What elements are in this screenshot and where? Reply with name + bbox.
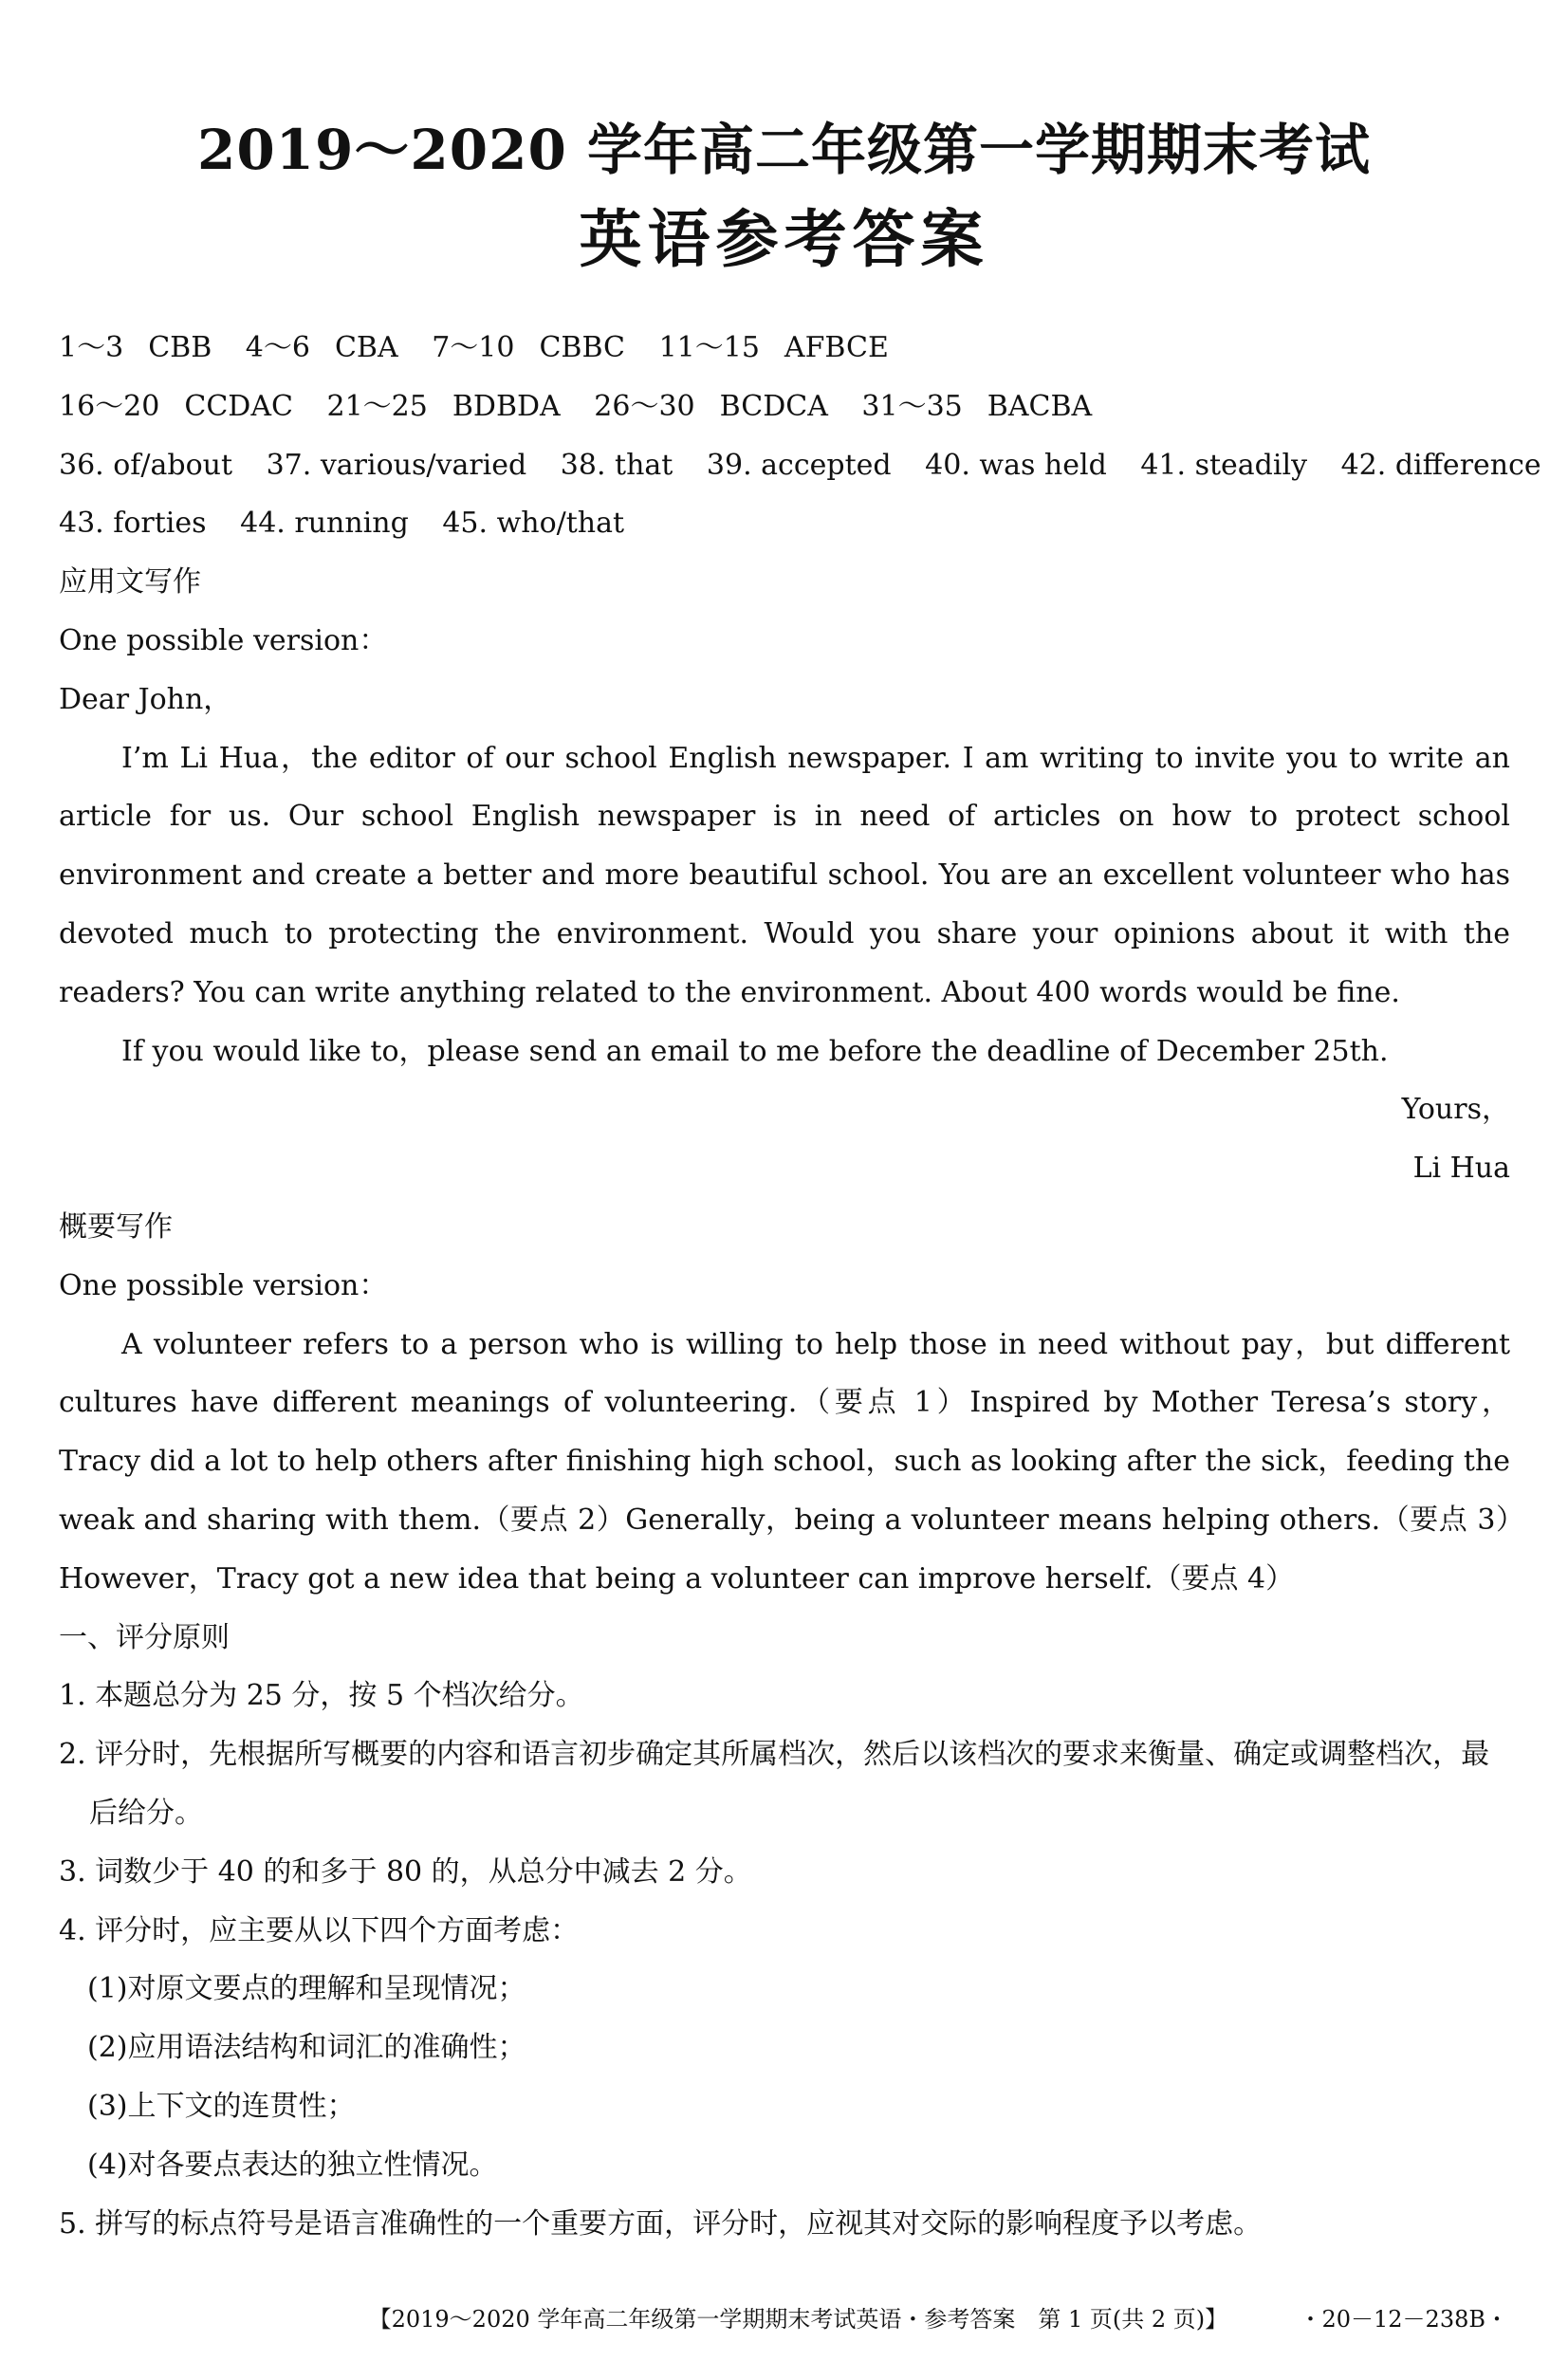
letter-paragraph-2: If you would like to，please send an email to me before the deadline of December 25th. [121, 1034, 1389, 1068]
footer-text: 【2019～2020 学年高二年级第一学期期末考试英语・参考答案 第 1 页(共 2 页)】 [368, 2306, 1228, 2333]
writing2-heading: 概要写作 [59, 1209, 173, 1244]
scoring-item-2: 2. 评分时，先根据所写概要的内容和语言初步确定其所属档次，然后以该档次的要求来衡量、确定或调整档次，最后给分。 [59, 1738, 1490, 1830]
letter-signature: Li Hua [1412, 1152, 1510, 1186]
scoring-subitem-1: (1)对原文要点的理解和呈现情况； [87, 1972, 526, 2006]
answer-row-1: 1～3 CBB 4～6 CBA 7～10 CBBC 11～15 AFBCE [59, 331, 889, 364]
letter-salutation: Dear John， [59, 682, 232, 716]
scoring-subitem-2: (2)应用语法结构和词汇的准确性； [87, 2031, 526, 2065]
scoring-heading: 一、评分原则 [59, 1620, 230, 1654]
scoring-subitem-4: (4)对各要点表达的独立性情况。 [87, 2148, 498, 2182]
answer-row-2: 16～20 CCDAC 21～25 BDBDA 26～30 BCDCA 31～35 BACBA [59, 389, 1093, 423]
page-footer [0, 2300, 1508, 2338]
answer-row-4: 43. forties 44. running 45. who/that [59, 507, 625, 541]
writing2-version-label: One possible version： [59, 1268, 388, 1302]
footer-code: ・20－12－238B・ [1299, 2306, 1508, 2333]
writing1-heading: 应用文写作 [59, 565, 201, 599]
exam-title: 2019～2020 学年高二年级第一学期期末考试 [196, 118, 1372, 182]
letter-closing: Yours， [1401, 1093, 1510, 1127]
writing1-version-label: One possible version： [59, 623, 388, 657]
scoring-item-5: 5. 拼写的标点符号是语言准确性的一个重要方面，评分时，应视其对交际的影响程度予以考虑。 [59, 2206, 1263, 2241]
scoring-item-4: 4. 评分时，应主要从以下四个方面考虑： [59, 1913, 580, 1947]
summary-paragraph: A volunteer refers to a person who is willing to help those in need without pay，but different cultures have different meanings of volunteering.（要点 1）Inspired by Mother Teresa’s story，Tracy did a lot to help others after finishing high school，such as looking after the sick，feeding the weak and sharing with them.（要点 2）Generally，being a volunteer means helping others.（要点 3）However，Tracy got a new idea that being a volunteer can improve herself.（要点 4） [59, 1327, 1510, 1596]
page-content [59, 319, 1541, 2253]
scoring-subitem-3: (3)上下文的连贯性； [87, 2089, 356, 2123]
letter-paragraph-1: I’m Li Hua，the editor of our school English newspaper. I am writing to invite you to write an article for us. Our school English newspaper is in need of articles on how to protect school environment and create a better and more beautiful school. You are an excellent volunteer who has devoted much to protecting the environment. Would you share your opinions about it with the readers? You can write anything related to the environment. About 400 words would be fine. [59, 741, 1510, 1009]
scoring-item-1: 1. 本题总分为 25 分，按 5 个档次给分。 [59, 1679, 584, 1713]
answer-row-3: 36. of/about 37. various/varied 38. that 39. accepted 40. was held 41. steadily 42. difference [59, 448, 1541, 482]
answer-key-title: 英语参考答案 [579, 202, 989, 276]
scoring-item-3: 3. 词数少于 40 的和多于 80 的，从总分中减去 2 分。 [59, 1854, 752, 1889]
